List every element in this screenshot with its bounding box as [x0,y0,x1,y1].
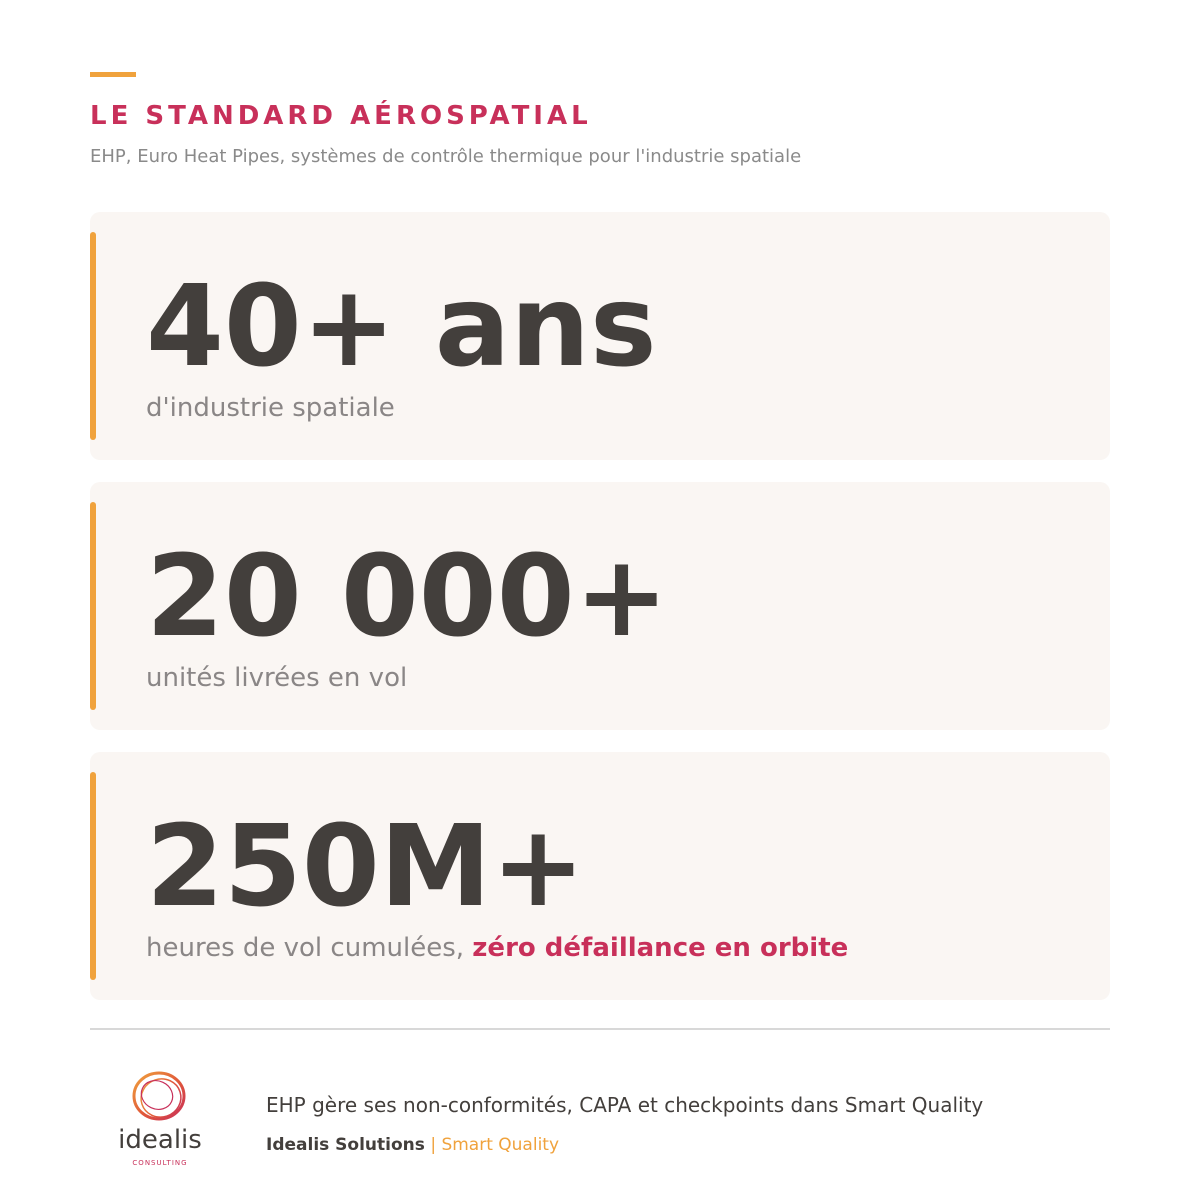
stat-caption-years: d'industrie spatiale [146,393,395,423]
idealis-logo [108,1066,212,1170]
stat-caption-units: unités livrées en vol [146,663,408,693]
stat-caption-flight-hours [146,932,848,964]
footer-divider [90,1028,1110,1030]
footer-brand-line [266,1134,559,1156]
logo-wordmark: idealis [118,1125,202,1155]
stat-card-flight-hours [90,752,1110,1000]
header-accent-bar [90,72,136,77]
page-subtitle: EHP, Euro Heat Pipes, systèmes de contrôle thermique pour l'industrie spatiale [90,146,802,167]
footer-separator: | [430,1135,437,1155]
stat-card-accent-rule [90,502,96,710]
stat-caption-flight-hours-text: heures de vol cumulées, [146,933,465,963]
stat-value-flight-hours: 250M+ [146,802,586,932]
stat-caption-highlight: zéro défaillance en orbite [472,933,849,963]
orbit-rings-icon [108,1066,212,1170]
footer-product-name: Smart Quality [441,1135,560,1155]
logo-tagline: CONSULTING [132,1159,188,1167]
stat-card-units [90,482,1110,730]
stat-value-units: 20 000+ [146,532,669,662]
footer-company-name: Idealis Solutions [266,1135,425,1155]
footer-statement: EHP gère ses non-conformités, CAPA et checkpoints dans Smart Quality [266,1093,984,1117]
stat-value-years: 40+ ans [146,262,657,392]
stat-card-accent-rule [90,232,96,440]
stat-card-accent-rule [90,772,96,980]
stat-card-years [90,212,1110,460]
page-kicker-title: LE STANDARD AÉROSPATIAL [90,101,592,131]
